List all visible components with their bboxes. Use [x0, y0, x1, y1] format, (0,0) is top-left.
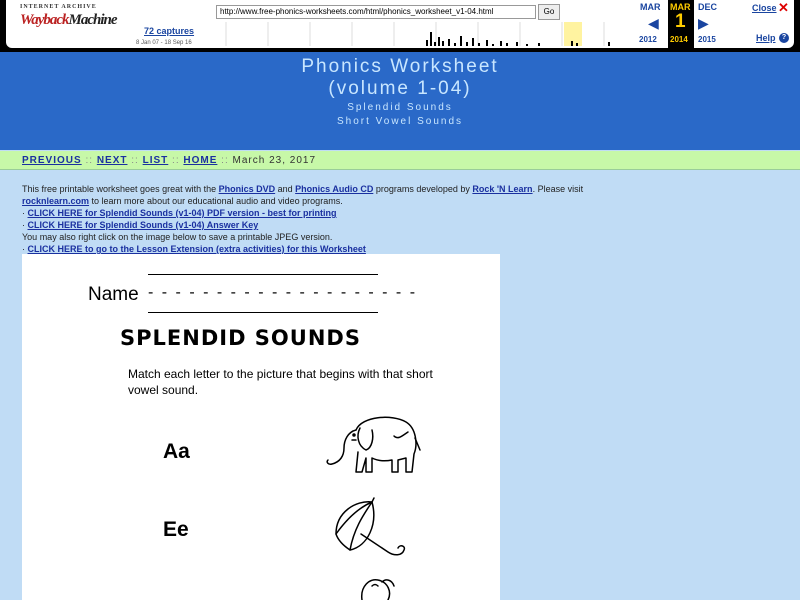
nav-separator: :: [168, 155, 184, 166]
intro-text-e: to learn more about our educational audio and video programs. [89, 196, 343, 206]
help-icon[interactable]: ? [779, 33, 789, 43]
sparkline-bar [492, 44, 494, 46]
worksheet-letter-ee: Ee [163, 518, 189, 541]
nav-next-link[interactable]: NEXT [96, 155, 128, 166]
page-subtitle-2: Short Vowel Sounds [336, 116, 464, 127]
intro-text-c: programs developed by [373, 184, 473, 194]
jpeg-note: You may also right click on the image below to save a printable JPEG version. [22, 232, 333, 242]
worksheet-image[interactable] [22, 254, 500, 600]
nav-home-link[interactable]: HOME [183, 155, 218, 166]
sparkline-bar [472, 38, 474, 46]
nav-date: March 23, 2017 [232, 155, 317, 166]
wayback-capture-range: 8 Jan 07 - 18 Sep 16 [136, 40, 192, 46]
worksheet-instructions: Match each letter to the picture that begins with that short vowel sound. [128, 367, 433, 397]
wayback-toolbar-panel [6, 0, 794, 48]
rock-n-learn-link[interactable]: Rock 'N Learn [472, 184, 533, 194]
nav-list-link[interactable]: LIST [142, 155, 169, 166]
wayback-toolbar [0, 0, 800, 52]
bullet: · [22, 208, 25, 218]
lesson-extension-link[interactable]: CLICK HERE to go to the Lesson Extension (extra activities) for this Worksheet [27, 244, 366, 254]
name-top-line [148, 274, 378, 275]
page-title-line1: Phonics Worksheet [301, 56, 499, 77]
sparkline-bar [460, 36, 462, 46]
wayback-captures-link[interactable]: 72 captures [144, 26, 195, 36]
sparkline-bar [526, 44, 528, 46]
pdf-version-link[interactable]: CLICK HERE for Splendid Sounds (v1-04) PDF version - best for printing [27, 208, 337, 218]
wayback-next-year[interactable]: 2015 [698, 35, 716, 44]
phonics-dvd-link[interactable]: Phonics DVD [218, 184, 276, 194]
octopus-icon [352, 576, 402, 600]
nav-separator: :: [127, 155, 143, 166]
intro-text-a: This free printable worksheet goes great with the [22, 184, 219, 194]
wayback-current-year: 2014 [670, 35, 688, 44]
sparkline-bar [434, 42, 436, 46]
wayback-close-link[interactable]: Close [752, 3, 777, 13]
sparkline-bar [426, 40, 428, 46]
sparkline-bar [454, 43, 456, 46]
sparkline-bar [500, 41, 502, 46]
wayback-go-button[interactable]: Go [538, 4, 560, 20]
wayback-prev-month[interactable]: MAR [640, 2, 661, 12]
sparkline-bar [486, 40, 488, 46]
wayback-current-month: MAR [670, 2, 691, 12]
sparkline-bar [516, 42, 518, 46]
wayback-sparkline[interactable] [216, 22, 638, 46]
wayback-logo[interactable] [20, 12, 117, 29]
sparkline-bar [478, 43, 480, 46]
rocknlearn-com-link[interactable]: rocknlearn.com [22, 196, 90, 206]
bullet: · [22, 220, 25, 230]
page-subtitle-1: Splendid Sounds [347, 102, 453, 113]
answer-key-link[interactable]: CLICK HERE for Splendid Sounds (v1-04) Answer Key [27, 220, 259, 230]
bullet: · [22, 244, 25, 254]
nav-previous-link[interactable]: PREVIOUS [22, 155, 82, 166]
page-title-line2: (volume 1-04) [328, 78, 472, 99]
sparkline-bar [571, 41, 573, 46]
wayback-logo-machine: Machine [68, 12, 117, 28]
sparkline-bar [466, 42, 468, 46]
sparkline-bar [608, 42, 610, 46]
intro-text-d: . Please visit [532, 184, 584, 194]
wayback-prev-year[interactable]: 2012 [639, 35, 657, 44]
pdf-link-row [22, 207, 782, 219]
wayback-logo-way: Wayback [20, 12, 69, 28]
name-bottom-line [148, 312, 378, 313]
wayback-current-day: 1 [675, 11, 686, 32]
intro-text-b: and [275, 184, 296, 194]
wayback-next-arrow-icon[interactable]: ▶ [698, 15, 709, 31]
wayback-url-input[interactable]: http://www.free-phonics-worksheets.com/html/phonics_worksheet_v1-04.html [216, 5, 536, 19]
sparkline-bar [430, 32, 432, 46]
worksheet-title: SPLENDID SOUNDS [120, 326, 361, 350]
phonics-cd-link[interactable]: Phonics Audio CD [295, 184, 374, 194]
wayback-logo-top: INTERNET ARCHIVE [20, 4, 97, 10]
sparkline-bar [442, 41, 444, 46]
sparkline-bar [576, 43, 578, 46]
umbrella-icon [328, 494, 418, 574]
page-header [0, 52, 800, 150]
close-icon[interactable]: ✕ [778, 0, 789, 15]
sparkline-bar [506, 43, 508, 46]
intro-paragraph [22, 183, 782, 207]
worksheet-letter-aa: Aa [163, 440, 190, 463]
nav-separator: :: [217, 155, 233, 166]
wayback-help-link[interactable]: Help [756, 33, 776, 43]
sparkline-bar [538, 43, 540, 46]
wayback-next-month[interactable]: DEC [698, 2, 718, 12]
sparkline-bar [438, 37, 440, 46]
answer-link-row [22, 219, 782, 231]
worksheet-name-dashes: - - - - - - - - - - - - - - - - - - - - [148, 284, 418, 301]
nav-bar [0, 151, 800, 170]
page-content [22, 183, 782, 255]
sparkline-bar [448, 39, 450, 46]
worksheet-name-label: Name [88, 284, 139, 305]
wayback-prev-arrow-icon[interactable]: ◀ [648, 15, 659, 31]
elephant-icon [322, 410, 422, 480]
nav-separator: :: [81, 155, 97, 166]
